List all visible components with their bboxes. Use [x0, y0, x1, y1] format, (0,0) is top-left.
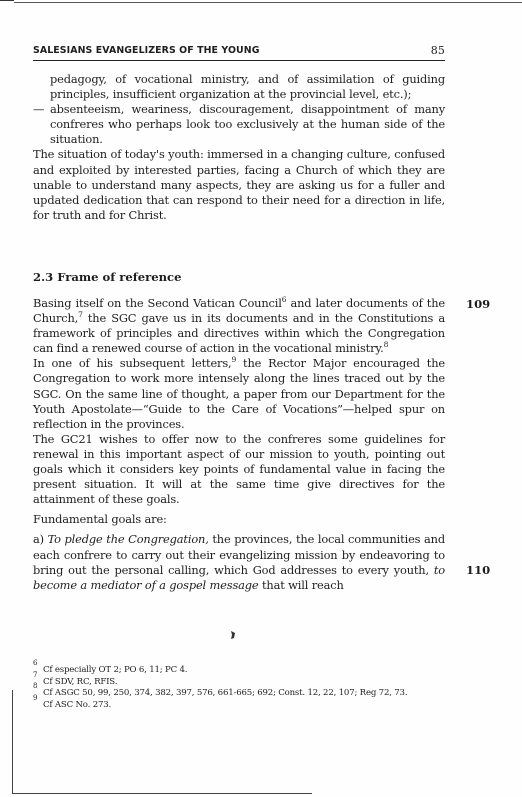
section-heading: 2.3 Frame of reference — [33, 270, 182, 284]
paragraph-basis-text-2: and later documents of the Church, — [33, 296, 445, 326]
paragraph-basis — [33, 296, 445, 356]
footnote-ref-6: 6 — [281, 295, 287, 305]
list-item-2 — [33, 102, 445, 147]
footnote-6: 6 Cf especially OT 2; PO 6, 11; PC 4. — [33, 659, 188, 675]
scan-edge-top — [0, 0, 14, 1]
list-item-1-continued: pedagogy, of vocational ministry, and of assimilation of guiding principles, insufficient organization at the provincial level, etc.); — [50, 72, 445, 102]
footnote-text: Cf ASGC 50, 99, 250, 374, 382, 397, 576, 661-665; 692; Const. 12, 22, 107; Reg 72, 73. — [43, 688, 408, 699]
footnote-text: Cf ASC No. 273. — [43, 699, 112, 710]
section-body — [33, 296, 445, 593]
goal-a-italic-1: To pledge the Congregation, — [47, 532, 209, 547]
goal-a-text-2: that will reach — [258, 577, 344, 592]
footnote-8: 8 Cf ASGC 50, 99, 250, 374, 382, 397, 576, 661-665; 692; Const. 12, 22, 107; Reg 72, 73. — [33, 682, 408, 699]
goal-a-text-1: the provinces, the local communities and each confrere to carry out their evangelizing mission by endeavoring to bring out the personal calling, which God addresses to every youth, — [33, 532, 445, 577]
paragraph-rector-major — [33, 356, 445, 431]
paragraph-rector-text-2: the Rector Major encouraged the Congregation to work more intensely along the lines traced out by the SGC. On the same line of thought, a paper from our Department for the Youth Apostolate—“Guide to the Care of Vocations”—helped spur on reflection in the provinces. — [33, 356, 445, 431]
ink-mark — [229, 630, 237, 640]
paragraph-basis-text-3: the SGC gave us in its documents and in the Constitutions a framework of principles and directives within which the Congregation can find a renewed course of action in the vocational ministry. — [33, 311, 445, 356]
scan-edge-left — [12, 690, 13, 794]
paragraph-youth-situation: The situation of today's youth: immersed in a changing culture, confused and exploited by interested parties, facing a Church of which they are unable to understand many aspects, they are asking us for a fuller and updated dedication that can respond to their need for a direction in life, for truth and for Christ. — [33, 147, 445, 222]
goal-a-label: a) — [33, 532, 48, 547]
scan-edge-top-rule — [14, 2, 522, 3]
footnote-text: Cf especially OT 2; PO 6, 11; PC 4. — [43, 665, 188, 675]
footnote-ref-8: 8 — [383, 340, 389, 350]
list-continuation — [33, 72, 445, 223]
footnote-9: 9 Cf ASC No. 273. — [33, 693, 112, 710]
footnote-ref-9: 9 — [231, 355, 237, 365]
running-header — [33, 45, 445, 56]
scan-edge-bottom — [12, 793, 312, 794]
footnote-ref-7: 7 — [78, 310, 83, 320]
margin-number-110: 110 — [466, 563, 491, 577]
list-dash: — — [33, 102, 45, 117]
list-item-2-text: absenteeism, weariness, discouragement, disappointment of many confreres who perhaps look too exclusively at the human side of the situation. — [50, 102, 445, 147]
goal-a-italic-2: to become a mediator of a gospel message — [33, 562, 445, 592]
paragraph-goal-a — [33, 532, 445, 592]
header-rule — [33, 60, 445, 61]
paragraph-goals-intro: Fundamental goals are: — [33, 512, 167, 527]
paragraph-gc21: The GC21 wishes to offer now to the confreres some guidelines for renewal in this important aspect of our mission to youth, pointing out goals which it considers key points of fundamental value in facing the present situation. It will at the same time give directives for the attainment of these goals. — [33, 431, 445, 507]
footnote-text: Cf SDV, RC, RFIS. — [43, 676, 118, 687]
running-title: SALESIANS EVANGELIZERS OF THE YOUNG — [33, 45, 260, 56]
paragraph-rector-text-1: In one of his subsequent letters, — [33, 356, 232, 371]
footnote-7: 7 Cf SDV, RC, RFIS. — [33, 670, 118, 687]
margin-number-109: 109 — [466, 297, 491, 311]
footnotes — [33, 659, 453, 711]
paragraph-basis-text-1: Basing itself on the Second Vatican Council — [33, 296, 282, 310]
page-number: 85 — [430, 44, 445, 57]
